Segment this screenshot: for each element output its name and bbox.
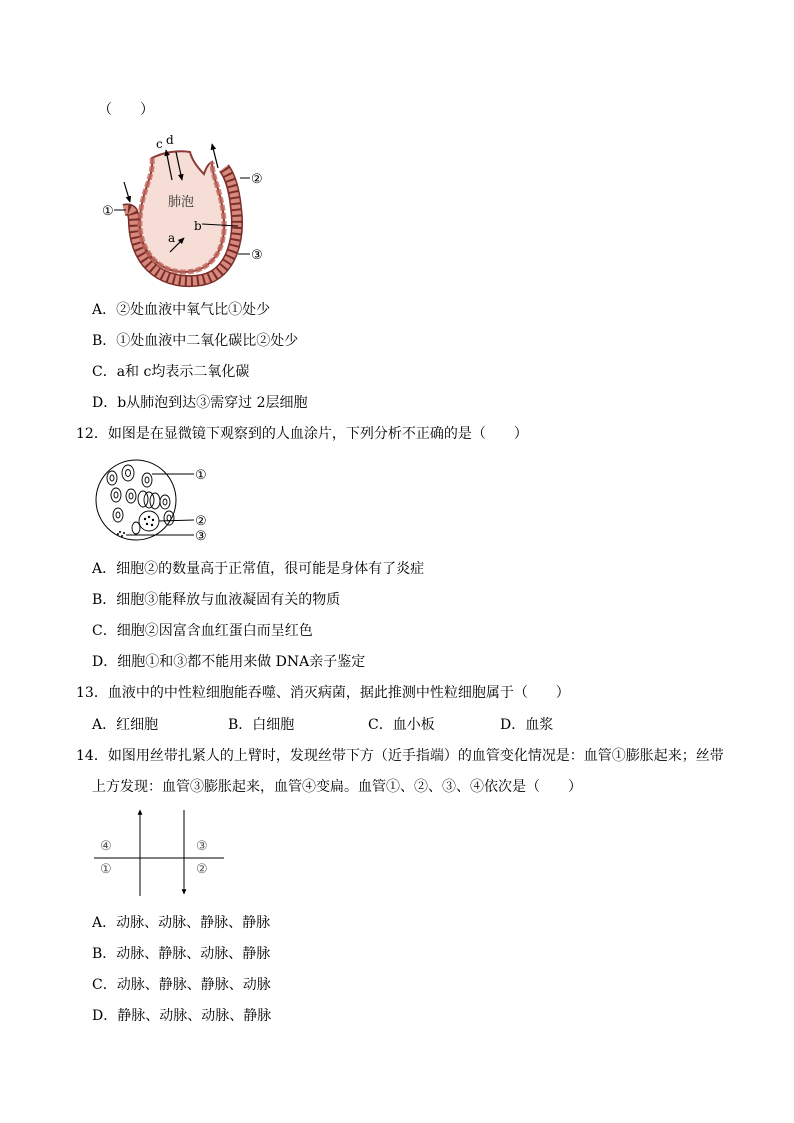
smear-label-num3: ③ <box>195 529 207 544</box>
smear-label-num1: ① <box>195 468 207 483</box>
vessel-ligature-diagram <box>92 806 232 900</box>
q11-option-b: B．①处血液中二氧化碳比②处少 <box>92 333 299 349</box>
vessel-label-num3: ③ <box>196 839 208 854</box>
q12-option-a: A．细胞②的数量高于正常值，很可能是身体有了炎症 <box>92 561 425 577</box>
q11-option-c: C．a和 c均表示二氧化碳 <box>92 364 250 380</box>
q13-option-c: C．血小板 <box>368 717 435 733</box>
smear-label-num2: ② <box>195 514 207 529</box>
q14-option-b: B．动脉、静脉、动脉、静脉 <box>92 946 271 962</box>
q14-stem-line1: 14．如图用丝带扎紧人的上臂时，发现丝带下方（近手指端）的血管变化情况是：血管①膨胀起来；丝带 <box>76 748 724 764</box>
alveolus-diagram <box>102 128 282 296</box>
label-d: d <box>166 133 174 147</box>
vessel-label-num2: ② <box>196 862 208 877</box>
q11-bracket: （ ） <box>98 102 154 118</box>
white-blood-cell <box>139 511 159 531</box>
alveolus-label: 肺泡 <box>168 195 195 210</box>
label-num3: ③ <box>251 248 263 263</box>
q11-option-a: A．②处血液中氧气比①处少 <box>92 302 271 318</box>
inflow-arrow <box>124 182 130 202</box>
vessel-label-num4: ④ <box>100 839 112 854</box>
microscope-field <box>96 460 176 540</box>
vessel-label-num1: ① <box>100 862 112 877</box>
q14-option-d: D．静脉、动脉、动脉、静脉 <box>92 1008 272 1024</box>
label-num2: ② <box>251 172 263 187</box>
platelet-dots <box>117 533 119 535</box>
q14-option-a: A．动脉、动脉、静脉、静脉 <box>92 915 271 931</box>
label-a: a <box>168 231 176 245</box>
q14-option-c: C．动脉、静脉、静脉、动脉 <box>92 977 271 993</box>
q13-option-b: B．白细胞 <box>228 717 295 733</box>
q14-stem-line2: 上方发现：血管③膨胀起来，血管④变扁。血管①、②、③、④依次是（ ） <box>92 779 582 795</box>
q11-option-d: D．b从肺泡到达③需穿过 2层细胞 <box>92 395 308 411</box>
q13-stem: 13．血液中的中性粒细胞能吞噬、消灭病菌，据此推测中性粒细胞属于（ ） <box>76 685 570 701</box>
q13-option-d: D．血浆 <box>500 717 554 733</box>
label-b: b <box>194 219 202 233</box>
q12-option-d: D．细胞①和③都不能用来做 DNA亲子鉴定 <box>92 654 366 670</box>
q13-option-a: A．红细胞 <box>92 717 159 733</box>
label-num1: ① <box>102 204 114 219</box>
q12-option-c: C．细胞②因富含血红蛋白而呈红色 <box>92 623 313 639</box>
blood-smear-diagram <box>94 458 224 548</box>
q12-stem: 12．如图是在显微镜下观察到的人血涂片，下列分析不正确的是（ ） <box>76 426 528 442</box>
q12-option-b: B．细胞③能释放与血液凝固有关的物质 <box>92 592 341 608</box>
label-c: c <box>156 137 163 151</box>
